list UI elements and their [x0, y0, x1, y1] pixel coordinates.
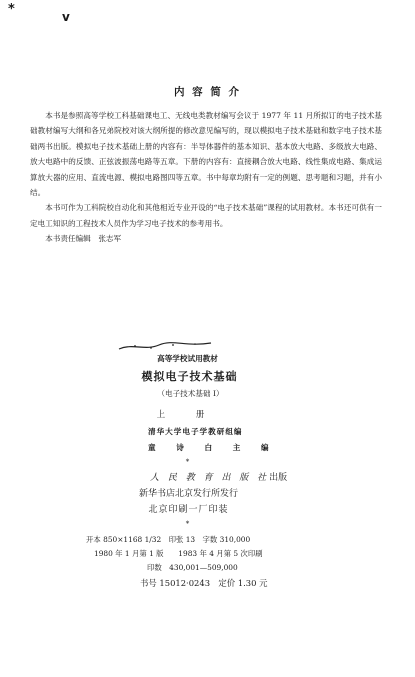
corner-mark: *: [8, 2, 15, 17]
separator-star: *: [185, 458, 190, 466]
volume-label: 上 册: [156, 410, 219, 420]
editor-line: 本书责任编辑 张志军: [45, 234, 122, 244]
corner-mark: v: [62, 10, 70, 24]
summary-paragraph: 本书可作为工科院校自动化和其他相近专业开设的“电子技术基础”课程的试用教材。本书还可供有一定电工知识的工程技术人员作为学习电子技术的参考用书。: [30, 203, 382, 228]
series-label: 高等学校试用教材: [157, 354, 218, 363]
publisher-name: 人 民 教 育 出 版 社: [150, 473, 270, 483]
publisher-line: [150, 470, 287, 483]
chief-editor: 童 诗 白 主 编: [148, 443, 278, 452]
imprint-format: 开本 850×1168 1/32 印张 13 字数 310,000: [86, 535, 251, 544]
imprint-editions: 1980 年 1 月第 1 版 1983 年 4 月第 5 次印刷: [94, 549, 263, 558]
printer-line: 北京印刷一厂印装: [148, 505, 229, 515]
imprint-print-run: 印数 430,001—509,000: [147, 563, 238, 572]
summary-paragraph: 本书是参照高等学校工科基础课电工、无线电类教材编写会议于 1977 年 11 月所拟订的电子技术基础教材编写大纲和各兄弟院校对该大纲所提的修改意见编写的，现以模拟电子技术基础和数字电子技术基础两书出版。模拟电子技术基础上册的内容有：半导体器件的基本知识、基本放大电路、多级放大电路、放大电路中的反馈、正弦波振荡电路等五章。下册的内容有：直接耦合放大电路、线性集成电路、集成运算放大器的应用、直流电源、模拟电路图四等五章。书中每章均附有一定的例题、思考题和习题，并有小结。: [30, 111, 382, 198]
publisher-suffix: 出版: [269, 473, 288, 483]
section-heading: 内 容 简 介: [174, 86, 241, 98]
book-subtitle: （电子技术基础 I）: [157, 389, 224, 398]
distributor-line: 新华书店北京发行所发行: [138, 489, 238, 499]
book-title: 模拟电子技术基础: [141, 370, 238, 383]
summary-text: [30, 108, 382, 247]
imprint-book-number-price: 书号 15012·0243 定价 1.30 元: [140, 578, 268, 588]
author-group: 清华大学电子学教研组编: [148, 427, 243, 436]
separator-star: *: [185, 520, 190, 528]
